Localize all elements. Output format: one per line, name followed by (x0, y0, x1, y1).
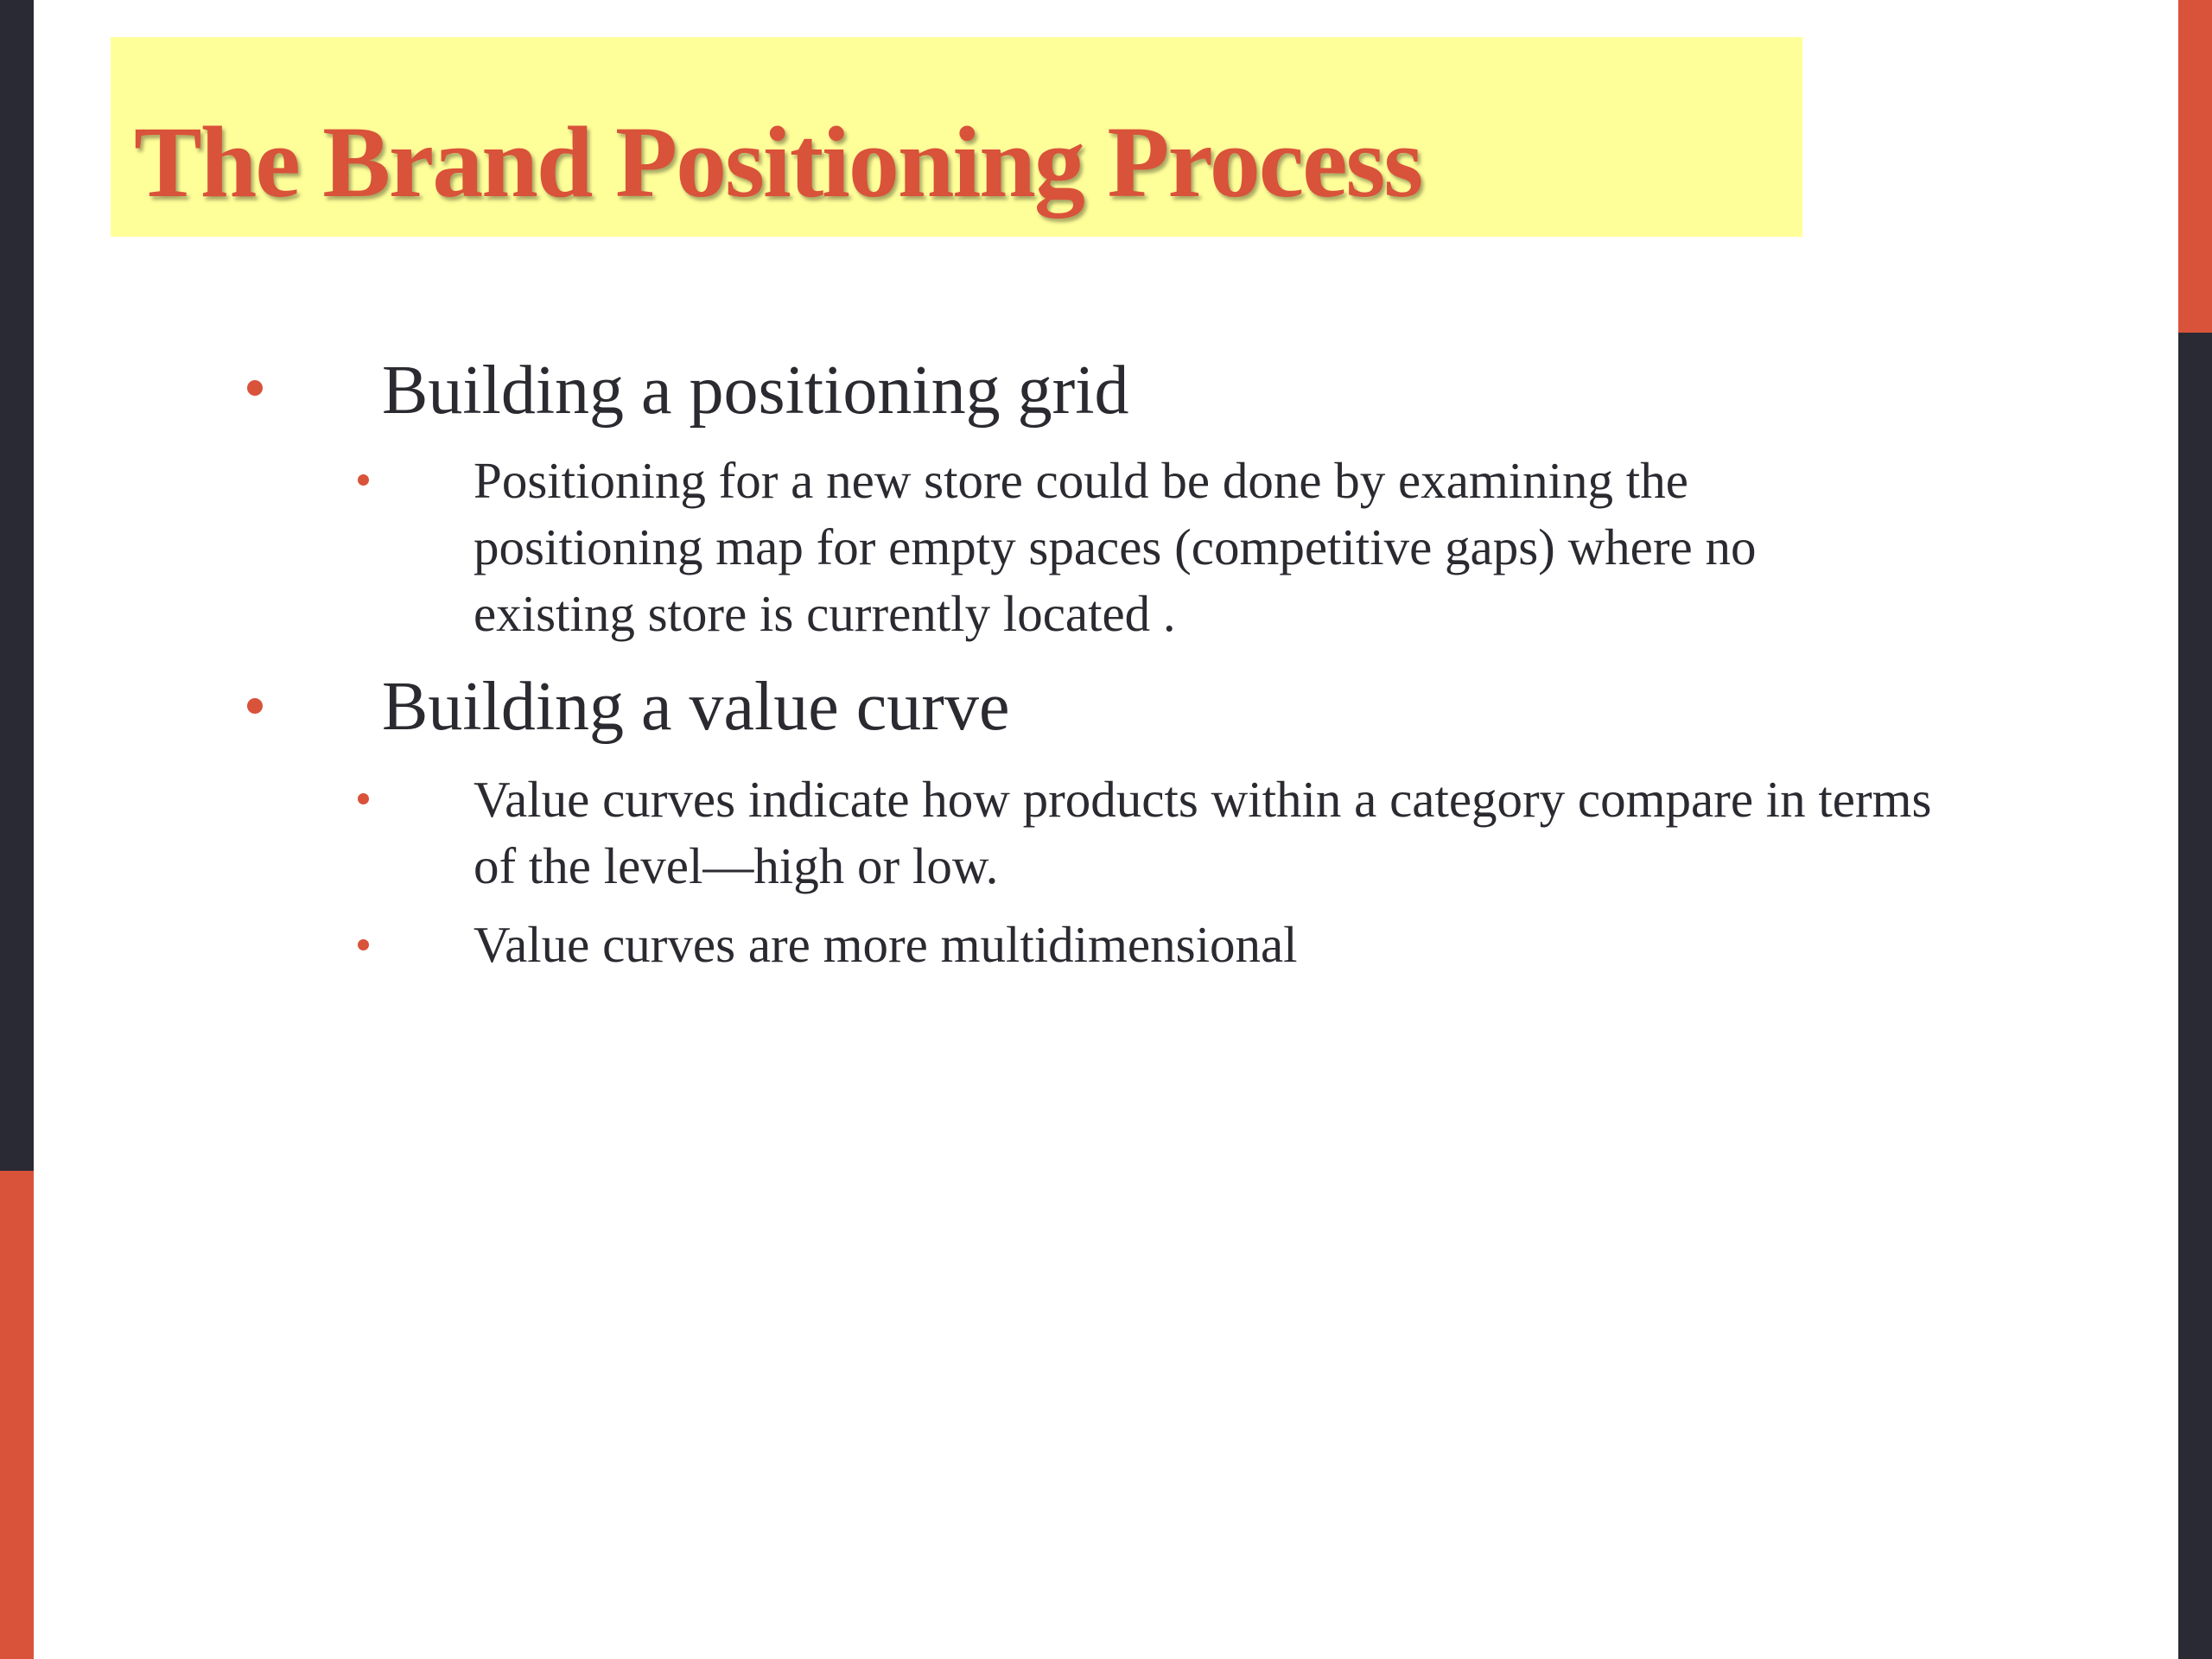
bullet-level2: Value curves indicate how products within a category compare in terms of the level—high or low. (474, 771, 1932, 894)
bullet-dot (247, 698, 263, 714)
right-dark-bar (2178, 333, 2212, 1659)
slide-title: The Brand Positioning Process (134, 105, 1422, 219)
left-dark-bar (0, 0, 34, 1171)
right-accent-bar (2178, 0, 2212, 333)
bullet-level2: Value curves are more multidimensional (474, 916, 1298, 973)
left-accent-bar (0, 1171, 34, 1659)
bullet-level1: Building a positioning grid (382, 353, 1129, 429)
bullet-level2: Positioning for a new store could be done by examining the positioning map for empty spaces (competitive gaps) where no existing store is currently located . (474, 452, 1757, 642)
bullet-dot (247, 380, 263, 396)
sub-bullet-dot (358, 474, 369, 486)
sub-bullet-dot (358, 793, 369, 804)
sub-bullet-dot (358, 939, 369, 950)
bullet-level1: Building a value curve (382, 669, 1010, 745)
